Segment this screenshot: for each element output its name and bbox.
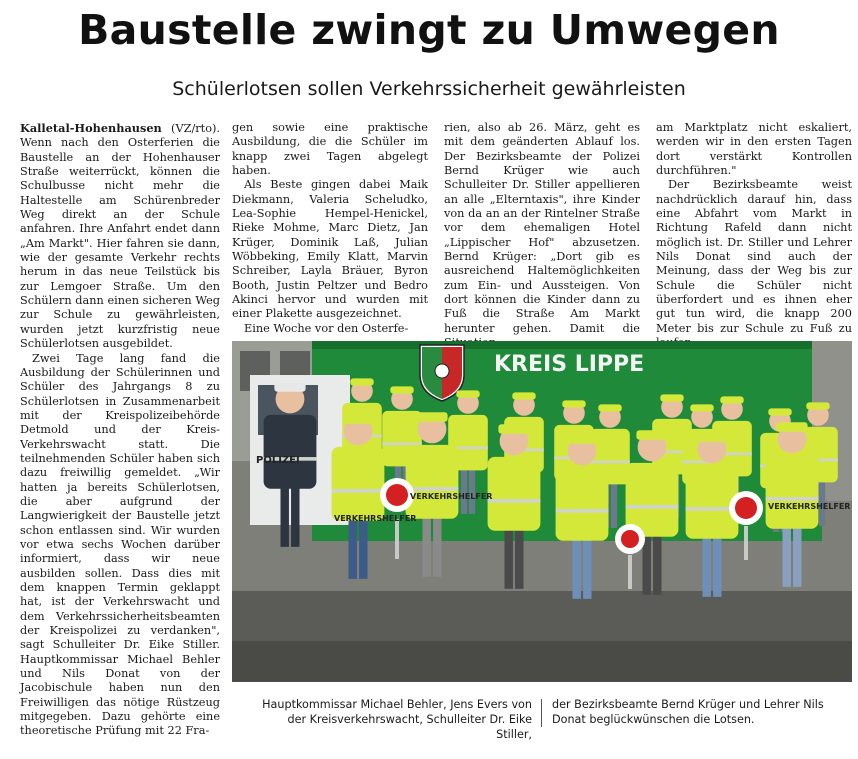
photo-caption-left: Hauptkommissar Michael Behler, Jens Evers von der Kreisverkehrswacht, Schulleiter Dr. Eike Stiller,: [262, 698, 532, 741]
dateline: Kalletal-Hohenhausen: [20, 121, 162, 135]
article-paragraph: rien, also ab 26. März, geht es mit dem geänderten Ablauf los. Der Bezirksbeamte der Polizei Bernd Krüger wie auch Schulleiter Dr. Stiller appellieren an alle „Elterntaxis", ihre Kinder von da an an der Rintelner Straße vor dem ehemaligen Hotel „Lippischer Hof" abzusetzen. Bernd Krüger: „Dort gib es ausreichend Haltemöglichkeiten zum Ein- und Aussteigen. Von dort können die Kinder dann zu Fuß die Straße Am Markt herunter gehen. Damit die: [444, 121, 640, 335]
vest-label-helper: VERKEHRSHELFER: [334, 514, 417, 523]
byline: (VZ/rto).: [171, 122, 220, 135]
article-column-3: [444, 121, 640, 336]
article-column-1: [20, 121, 220, 741]
article-paragraph: am Marktplatz nicht eskaliert, werden wir in den ersten Tagen dort verstärkt Kontrollen durchführen.": [656, 121, 852, 178]
article-paragraph: Eine Woche vor den Osterfe-: [244, 321, 409, 335]
article-paragraph: Als Beste gingen dabei Maik Diekmann, Valeria Scheludko, Lea-Sophie Hempel-Henickel, Rieke Mohme, Marc Dietz, Jan Krüger, Dominik Laß, Julian Wöbbeking, Emily Klatt, Marvin Schreiber, Layla Bräuer, Byron Booth, Justin Peltzer und Bedro Akinci hervor und wurden mit einer Plakette ausgezeichnet.: [232, 178, 428, 321]
article-paragraph: Der Bezirksbeamte weist nachdrücklich darauf hin, dass eine Abfahrt vom Markt in Richtung Rafeld dann nicht möglich ist. Dr. Stiller und Lehrer Nils Donat sind auch der Meinung, dass der Weg bis zur Schule die Schüler nicht überfordert und es ihnen eher gut tun wird, die knapp 200 Meter bis zur Schule zu Fuß zu: [656, 178, 852, 335]
article-paragraph: gen sowie eine praktische Ausbildung, die die Schüler im knapp zwei Tagen abgelegt haben.: [232, 121, 428, 178]
vest-label-police: POLIZEI: [256, 455, 300, 466]
vest-label-helper: VERKEHRSHELFER: [410, 492, 493, 501]
photo-caption-right: der Bezirksbeamte Bernd Krüger und Lehrer Nils Donat beglückwünschen die Lotsen.: [552, 698, 824, 726]
caption-divider: [541, 699, 542, 727]
article-paragraph: [20, 121, 220, 352]
paragraph-text: Wenn nach den Osterferien die Baustelle an der Hohenhauser Straße weiterrückt, können die Schulbusse nicht mehr die Haltestelle am Schürenbreder Weg direkt an der Schule anfahren. Ihre Anfahrt endet dann „Am Markt". Hier fahren sie dann, wie der gesamte Verkehr rechts herum in das neue Teilstück bis zur Lemgoer Straße. Um den Schülern dann einen sicheren Weg zur Schule zu gewährleisten, wurden jetzt kurzfristig neue Schülerlotsen ausgebildet.: [20, 136, 220, 351]
article-column-4: [656, 121, 852, 336]
article-column-2: [232, 121, 428, 336]
article-paragraph: Zwei Tage lang fand die Ausbildung der Schülerinnen und Schüler des Jahrgangs 8 zu Schülerlotsen in Zusammenarbeit mit der Kreispolizeibehörde Detmold und der Kreis-Verkehrswacht statt. Die teilnehmenden Schüler haben sich dazu freiwillig gemeldet. „Wir hatten ja bereits Schülerlotsen, die aber aufgrund der Langwierigkeit der Baustelle jetzt schon entlassen sind. Wir wurden vor etwa sechs Wochen darüber informiert, dass wir neue ausbilden sollen. Dass dies mit dem knappen Termin geklappt hat, ist der Verkehrswacht und dem Verkehrssicherheitsbeamten der Kreispolizei zu verdanken", sagt Schulleiter Dr. Eike Stiller. Hauptkommissar Michael Behler und Nils Donat von der Jacobischule haben nun den Freiwilligen das nötige Rüstzeug mitgegeben. Dazu gehörte eine theoretische Prüfung mit 22 Fra-: [20, 351, 220, 738]
vest-label-helper: VERKEHRSHELFER: [768, 502, 851, 511]
group-photo: [232, 341, 852, 682]
subheadline: Schülerlotsen sollen Verkehrssicherheit gewährleisten: [172, 78, 686, 100]
headline: Baustelle zwingt zu Umwegen: [78, 6, 780, 54]
banner-text: KREIS LIPPE: [494, 352, 645, 377]
